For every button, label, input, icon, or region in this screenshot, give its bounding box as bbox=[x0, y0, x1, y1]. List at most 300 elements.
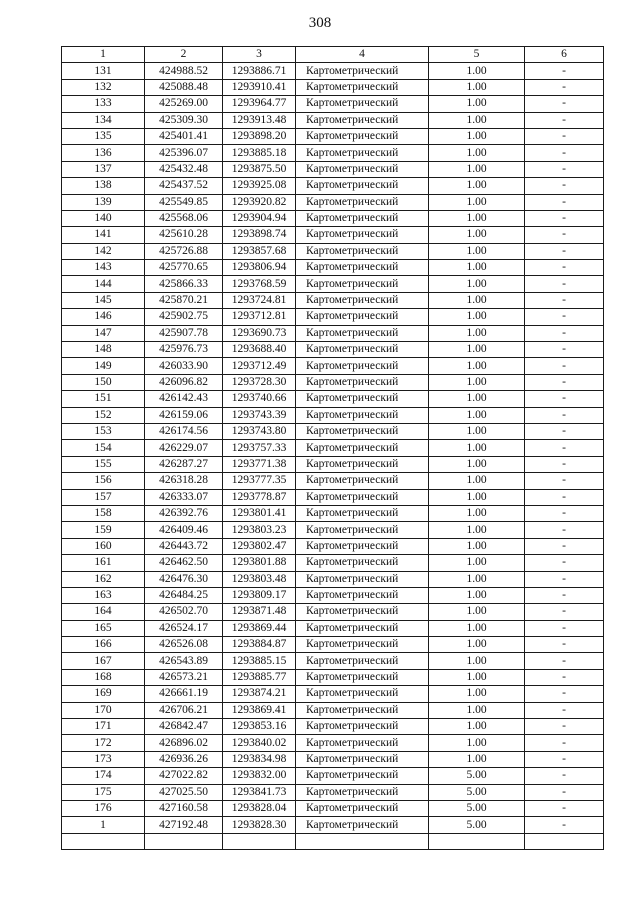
note-cell: - bbox=[525, 620, 604, 636]
y-coordinate-cell bbox=[223, 833, 296, 849]
note-cell: - bbox=[525, 555, 604, 571]
x-coordinate-cell: 426526.08 bbox=[145, 637, 223, 653]
table-row bbox=[62, 210, 604, 226]
point-number-cell: 147 bbox=[62, 325, 145, 341]
accuracy-cell: 1.00 bbox=[429, 702, 525, 718]
table-header-row bbox=[62, 47, 604, 63]
method-cell: Картометрический bbox=[296, 768, 429, 784]
accuracy-cell: 1.00 bbox=[429, 620, 525, 636]
y-coordinate-cell: 1293688.40 bbox=[223, 342, 296, 358]
accuracy-cell: 1.00 bbox=[429, 489, 525, 505]
y-coordinate-cell: 1293910.41 bbox=[223, 79, 296, 95]
method-cell: Картометрический bbox=[296, 440, 429, 456]
y-coordinate-cell: 1293840.02 bbox=[223, 735, 296, 751]
y-coordinate-cell: 1293832.00 bbox=[223, 768, 296, 784]
note-cell: - bbox=[525, 243, 604, 259]
method-cell: Картометрический bbox=[296, 800, 429, 816]
table-row bbox=[62, 817, 604, 833]
y-coordinate-cell: 1293803.48 bbox=[223, 571, 296, 587]
x-coordinate-cell: 426287.27 bbox=[145, 456, 223, 472]
x-coordinate-cell: 424988.52 bbox=[145, 63, 223, 79]
method-cell: Картометрический bbox=[296, 210, 429, 226]
table-row bbox=[62, 374, 604, 390]
accuracy-cell: 1.00 bbox=[429, 260, 525, 276]
y-coordinate-cell: 1293690.73 bbox=[223, 325, 296, 341]
method-cell: Картометрический bbox=[296, 112, 429, 128]
table-row bbox=[62, 522, 604, 538]
note-cell: - bbox=[525, 178, 604, 194]
note-cell: - bbox=[525, 292, 604, 308]
point-number-cell: 160 bbox=[62, 538, 145, 554]
header-cell: 1 bbox=[62, 47, 145, 63]
y-coordinate-cell: 1293869.41 bbox=[223, 702, 296, 718]
table-row bbox=[62, 669, 604, 685]
point-number-cell: 171 bbox=[62, 719, 145, 735]
accuracy-cell: 1.00 bbox=[429, 522, 525, 538]
x-coordinate-cell: 426318.28 bbox=[145, 473, 223, 489]
method-cell: Картометрический bbox=[296, 309, 429, 325]
header-cell: 4 bbox=[296, 47, 429, 63]
table-row bbox=[62, 800, 604, 816]
table-row bbox=[62, 79, 604, 95]
header-cell: 3 bbox=[223, 47, 296, 63]
note-cell: - bbox=[525, 227, 604, 243]
method-cell: Картометрический bbox=[296, 686, 429, 702]
note-cell: - bbox=[525, 407, 604, 423]
table-row bbox=[62, 178, 604, 194]
x-coordinate-cell: 426443.72 bbox=[145, 538, 223, 554]
y-coordinate-cell: 1293904.94 bbox=[223, 210, 296, 226]
accuracy-cell: 1.00 bbox=[429, 374, 525, 390]
table-row bbox=[62, 227, 604, 243]
x-coordinate-cell: 427025.50 bbox=[145, 784, 223, 800]
point-number-cell: 146 bbox=[62, 309, 145, 325]
y-coordinate-cell: 1293806.94 bbox=[223, 260, 296, 276]
method-cell: Картометрический bbox=[296, 325, 429, 341]
accuracy-cell: 1.00 bbox=[429, 538, 525, 554]
note-cell: - bbox=[525, 63, 604, 79]
x-coordinate-cell: 425396.07 bbox=[145, 145, 223, 161]
point-number-cell: 149 bbox=[62, 358, 145, 374]
y-coordinate-cell: 1293913.48 bbox=[223, 112, 296, 128]
x-coordinate-cell: 425902.75 bbox=[145, 309, 223, 325]
table-row bbox=[62, 686, 604, 702]
point-number-cell: 172 bbox=[62, 735, 145, 751]
y-coordinate-cell: 1293834.98 bbox=[223, 751, 296, 767]
accuracy-cell: 1.00 bbox=[429, 686, 525, 702]
point-number-cell: 148 bbox=[62, 342, 145, 358]
method-cell: Картометрический bbox=[296, 538, 429, 554]
x-coordinate-cell: 426502.70 bbox=[145, 604, 223, 620]
y-coordinate-cell: 1293801.41 bbox=[223, 505, 296, 521]
accuracy-cell: 1.00 bbox=[429, 423, 525, 439]
x-coordinate-cell: 427160.58 bbox=[145, 800, 223, 816]
note-cell: - bbox=[525, 571, 604, 587]
y-coordinate-cell: 1293857.68 bbox=[223, 243, 296, 259]
table-row bbox=[62, 292, 604, 308]
point-number-cell: 176 bbox=[62, 800, 145, 816]
method-cell: Картометрический bbox=[296, 669, 429, 685]
accuracy-cell: 1.00 bbox=[429, 604, 525, 620]
point-number-cell: 154 bbox=[62, 440, 145, 456]
method-cell: Картометрический bbox=[296, 145, 429, 161]
y-coordinate-cell: 1293898.74 bbox=[223, 227, 296, 243]
accuracy-cell: 1.00 bbox=[429, 637, 525, 653]
header-cell: 5 bbox=[429, 47, 525, 63]
note-cell: - bbox=[525, 489, 604, 505]
table-row bbox=[62, 407, 604, 423]
accuracy-cell bbox=[429, 833, 525, 849]
note-cell: - bbox=[525, 604, 604, 620]
x-coordinate-cell: 426142.43 bbox=[145, 391, 223, 407]
method-cell: Картометрический bbox=[296, 719, 429, 735]
method-cell: Картометрический bbox=[296, 817, 429, 833]
point-number-cell: 136 bbox=[62, 145, 145, 161]
x-coordinate-cell: 426936.26 bbox=[145, 751, 223, 767]
accuracy-cell: 1.00 bbox=[429, 358, 525, 374]
method-cell: Картометрический bbox=[296, 407, 429, 423]
table-row bbox=[62, 702, 604, 718]
table-row bbox=[62, 719, 604, 735]
y-coordinate-cell: 1293875.50 bbox=[223, 161, 296, 177]
accuracy-cell: 1.00 bbox=[429, 325, 525, 341]
method-cell: Картометрический bbox=[296, 292, 429, 308]
point-number-cell: 163 bbox=[62, 587, 145, 603]
y-coordinate-cell: 1293920.82 bbox=[223, 194, 296, 210]
y-coordinate-cell: 1293809.17 bbox=[223, 587, 296, 603]
accuracy-cell: 1.00 bbox=[429, 145, 525, 161]
table-row bbox=[62, 653, 604, 669]
point-number-cell bbox=[62, 833, 145, 849]
header-cell: 6 bbox=[525, 47, 604, 63]
point-number-cell: 144 bbox=[62, 276, 145, 292]
point-number-cell: 142 bbox=[62, 243, 145, 259]
note-cell: - bbox=[525, 440, 604, 456]
accuracy-cell: 5.00 bbox=[429, 817, 525, 833]
table-row bbox=[62, 833, 604, 849]
table-body bbox=[62, 63, 604, 850]
x-coordinate-cell: 425309.30 bbox=[145, 112, 223, 128]
note-cell bbox=[525, 833, 604, 849]
accuracy-cell: 1.00 bbox=[429, 505, 525, 521]
point-number-cell: 134 bbox=[62, 112, 145, 128]
table-row bbox=[62, 456, 604, 472]
accuracy-cell: 1.00 bbox=[429, 161, 525, 177]
x-coordinate-cell: 426573.21 bbox=[145, 669, 223, 685]
y-coordinate-cell: 1293884.87 bbox=[223, 637, 296, 653]
note-cell: - bbox=[525, 161, 604, 177]
point-number-cell: 151 bbox=[62, 391, 145, 407]
x-coordinate-cell: 426333.07 bbox=[145, 489, 223, 505]
accuracy-cell: 1.00 bbox=[429, 309, 525, 325]
table-row bbox=[62, 440, 604, 456]
x-coordinate-cell: 426896.02 bbox=[145, 735, 223, 751]
table-row bbox=[62, 604, 604, 620]
table-row bbox=[62, 620, 604, 636]
method-cell: Картометрический bbox=[296, 63, 429, 79]
point-number-cell: 166 bbox=[62, 637, 145, 653]
method-cell: Картометрический bbox=[296, 260, 429, 276]
table-row bbox=[62, 571, 604, 587]
table-row bbox=[62, 505, 604, 521]
method-cell: Картометрический bbox=[296, 653, 429, 669]
accuracy-cell: 5.00 bbox=[429, 800, 525, 816]
note-cell: - bbox=[525, 702, 604, 718]
point-number-cell: 164 bbox=[62, 604, 145, 620]
table-row bbox=[62, 112, 604, 128]
accuracy-cell: 1.00 bbox=[429, 342, 525, 358]
method-cell: Картометрический bbox=[296, 489, 429, 505]
note-cell: - bbox=[525, 587, 604, 603]
y-coordinate-cell: 1293853.16 bbox=[223, 719, 296, 735]
point-number-cell: 140 bbox=[62, 210, 145, 226]
x-coordinate-cell: 426706.21 bbox=[145, 702, 223, 718]
x-coordinate-cell: 425907.78 bbox=[145, 325, 223, 341]
method-cell: Картометрический bbox=[296, 784, 429, 800]
method-cell: Картометрический bbox=[296, 735, 429, 751]
table-row bbox=[62, 325, 604, 341]
x-coordinate-cell: 426842.47 bbox=[145, 719, 223, 735]
y-coordinate-cell: 1293724.81 bbox=[223, 292, 296, 308]
table-row bbox=[62, 555, 604, 571]
point-number-cell: 158 bbox=[62, 505, 145, 521]
y-coordinate-cell: 1293743.80 bbox=[223, 423, 296, 439]
y-coordinate-cell: 1293740.66 bbox=[223, 391, 296, 407]
y-coordinate-cell: 1293778.87 bbox=[223, 489, 296, 505]
y-coordinate-cell: 1293828.30 bbox=[223, 817, 296, 833]
note-cell: - bbox=[525, 79, 604, 95]
accuracy-cell: 1.00 bbox=[429, 735, 525, 751]
point-number-cell: 135 bbox=[62, 128, 145, 144]
method-cell: Картометрический bbox=[296, 161, 429, 177]
y-coordinate-cell: 1293871.48 bbox=[223, 604, 296, 620]
table-row bbox=[62, 309, 604, 325]
y-coordinate-cell: 1293757.33 bbox=[223, 440, 296, 456]
point-number-cell: 139 bbox=[62, 194, 145, 210]
y-coordinate-cell: 1293874.21 bbox=[223, 686, 296, 702]
table-row bbox=[62, 489, 604, 505]
x-coordinate-cell: 427022.82 bbox=[145, 768, 223, 784]
accuracy-cell: 1.00 bbox=[429, 128, 525, 144]
note-cell: - bbox=[525, 784, 604, 800]
accuracy-cell: 1.00 bbox=[429, 571, 525, 587]
note-cell: - bbox=[525, 96, 604, 112]
method-cell: Картометрический bbox=[296, 555, 429, 571]
note-cell: - bbox=[525, 210, 604, 226]
point-number-cell: 167 bbox=[62, 653, 145, 669]
x-coordinate-cell: 425088.48 bbox=[145, 79, 223, 95]
note-cell: - bbox=[525, 473, 604, 489]
table-row bbox=[62, 751, 604, 767]
x-coordinate-cell: 425976.73 bbox=[145, 342, 223, 358]
accuracy-cell: 5.00 bbox=[429, 768, 525, 784]
x-coordinate-cell bbox=[145, 833, 223, 849]
method-cell: Картометрический bbox=[296, 751, 429, 767]
method-cell: Картометрический bbox=[296, 637, 429, 653]
table-row bbox=[62, 342, 604, 358]
y-coordinate-cell: 1293712.81 bbox=[223, 309, 296, 325]
y-coordinate-cell: 1293925.08 bbox=[223, 178, 296, 194]
note-cell: - bbox=[525, 768, 604, 784]
x-coordinate-cell: 426033.90 bbox=[145, 358, 223, 374]
accuracy-cell: 1.00 bbox=[429, 555, 525, 571]
table-row bbox=[62, 128, 604, 144]
point-number-cell: 150 bbox=[62, 374, 145, 390]
coordinates-table bbox=[61, 46, 604, 850]
table-row bbox=[62, 587, 604, 603]
point-number-cell: 141 bbox=[62, 227, 145, 243]
table-row bbox=[62, 768, 604, 784]
x-coordinate-cell: 426159.06 bbox=[145, 407, 223, 423]
accuracy-cell: 1.00 bbox=[429, 587, 525, 603]
point-number-cell: 145 bbox=[62, 292, 145, 308]
accuracy-cell: 1.00 bbox=[429, 751, 525, 767]
accuracy-cell: 1.00 bbox=[429, 653, 525, 669]
x-coordinate-cell: 427192.48 bbox=[145, 817, 223, 833]
y-coordinate-cell: 1293885.77 bbox=[223, 669, 296, 685]
note-cell: - bbox=[525, 505, 604, 521]
x-coordinate-cell: 425610.28 bbox=[145, 227, 223, 243]
point-number-cell: 1 bbox=[62, 817, 145, 833]
method-cell: Картометрический bbox=[296, 702, 429, 718]
x-coordinate-cell: 425549.85 bbox=[145, 194, 223, 210]
table-row bbox=[62, 145, 604, 161]
x-coordinate-cell: 425726.88 bbox=[145, 243, 223, 259]
note-cell: - bbox=[525, 128, 604, 144]
note-cell: - bbox=[525, 194, 604, 210]
x-coordinate-cell: 426484.25 bbox=[145, 587, 223, 603]
x-coordinate-cell: 425269.00 bbox=[145, 96, 223, 112]
accuracy-cell: 1.00 bbox=[429, 79, 525, 95]
point-number-cell: 169 bbox=[62, 686, 145, 702]
method-cell: Картометрический bbox=[296, 243, 429, 259]
point-number-cell: 156 bbox=[62, 473, 145, 489]
method-cell: Картометрический bbox=[296, 79, 429, 95]
y-coordinate-cell: 1293886.71 bbox=[223, 63, 296, 79]
point-number-cell: 138 bbox=[62, 178, 145, 194]
y-coordinate-cell: 1293712.49 bbox=[223, 358, 296, 374]
point-number-cell: 165 bbox=[62, 620, 145, 636]
note-cell: - bbox=[525, 391, 604, 407]
point-number-cell: 133 bbox=[62, 96, 145, 112]
page-number: 308 bbox=[308, 15, 332, 31]
x-coordinate-cell: 426229.07 bbox=[145, 440, 223, 456]
point-number-cell: 174 bbox=[62, 768, 145, 784]
method-cell: Картометрический bbox=[296, 604, 429, 620]
accuracy-cell: 1.00 bbox=[429, 63, 525, 79]
accuracy-cell: 1.00 bbox=[429, 243, 525, 259]
y-coordinate-cell: 1293728.30 bbox=[223, 374, 296, 390]
x-coordinate-cell: 426476.30 bbox=[145, 571, 223, 587]
x-coordinate-cell: 425866.33 bbox=[145, 276, 223, 292]
y-coordinate-cell: 1293898.20 bbox=[223, 128, 296, 144]
point-number-cell: 155 bbox=[62, 456, 145, 472]
method-cell: Картометрический bbox=[296, 505, 429, 521]
table-row bbox=[62, 391, 604, 407]
table-row bbox=[62, 194, 604, 210]
accuracy-cell: 1.00 bbox=[429, 276, 525, 292]
point-number-cell: 159 bbox=[62, 522, 145, 538]
note-cell: - bbox=[525, 653, 604, 669]
method-cell: Картометрический bbox=[296, 128, 429, 144]
accuracy-cell: 5.00 bbox=[429, 784, 525, 800]
accuracy-cell: 1.00 bbox=[429, 227, 525, 243]
table-row bbox=[62, 423, 604, 439]
x-coordinate-cell: 426524.17 bbox=[145, 620, 223, 636]
y-coordinate-cell: 1293869.44 bbox=[223, 620, 296, 636]
point-number-cell: 131 bbox=[62, 63, 145, 79]
accuracy-cell: 1.00 bbox=[429, 292, 525, 308]
accuracy-cell: 1.00 bbox=[429, 473, 525, 489]
note-cell: - bbox=[525, 423, 604, 439]
table-row bbox=[62, 473, 604, 489]
x-coordinate-cell: 425870.21 bbox=[145, 292, 223, 308]
y-coordinate-cell: 1293828.04 bbox=[223, 800, 296, 816]
point-number-cell: 137 bbox=[62, 161, 145, 177]
header-cell: 2 bbox=[145, 47, 223, 63]
method-cell: Картометрический bbox=[296, 227, 429, 243]
method-cell: Картометрический bbox=[296, 522, 429, 538]
accuracy-cell: 1.00 bbox=[429, 719, 525, 735]
point-number-cell: 173 bbox=[62, 751, 145, 767]
accuracy-cell: 1.00 bbox=[429, 407, 525, 423]
table-row bbox=[62, 243, 604, 259]
table-row bbox=[62, 96, 604, 112]
point-number-cell: 157 bbox=[62, 489, 145, 505]
method-cell: Картометрический bbox=[296, 456, 429, 472]
note-cell: - bbox=[525, 735, 604, 751]
y-coordinate-cell: 1293964.77 bbox=[223, 96, 296, 112]
note-cell: - bbox=[525, 260, 604, 276]
method-cell: Картометрический bbox=[296, 587, 429, 603]
x-coordinate-cell: 425401.41 bbox=[145, 128, 223, 144]
note-cell: - bbox=[525, 719, 604, 735]
note-cell: - bbox=[525, 686, 604, 702]
x-coordinate-cell: 425770.65 bbox=[145, 260, 223, 276]
x-coordinate-cell: 425568.06 bbox=[145, 210, 223, 226]
y-coordinate-cell: 1293885.15 bbox=[223, 653, 296, 669]
point-number-cell: 143 bbox=[62, 260, 145, 276]
x-coordinate-cell: 426392.76 bbox=[145, 505, 223, 521]
y-coordinate-cell: 1293777.35 bbox=[223, 473, 296, 489]
note-cell: - bbox=[525, 145, 604, 161]
note-cell: - bbox=[525, 325, 604, 341]
method-cell bbox=[296, 833, 429, 849]
note-cell: - bbox=[525, 669, 604, 685]
table-row bbox=[62, 161, 604, 177]
x-coordinate-cell: 426096.82 bbox=[145, 374, 223, 390]
note-cell: - bbox=[525, 637, 604, 653]
note-cell: - bbox=[525, 374, 604, 390]
table-row bbox=[62, 358, 604, 374]
method-cell: Картометрический bbox=[296, 620, 429, 636]
method-cell: Картометрический bbox=[296, 473, 429, 489]
x-coordinate-cell: 426409.46 bbox=[145, 522, 223, 538]
x-coordinate-cell: 426661.19 bbox=[145, 686, 223, 702]
accuracy-cell: 1.00 bbox=[429, 456, 525, 472]
accuracy-cell: 1.00 bbox=[429, 669, 525, 685]
note-cell: - bbox=[525, 112, 604, 128]
point-number-cell: 162 bbox=[62, 571, 145, 587]
point-number-cell: 170 bbox=[62, 702, 145, 718]
accuracy-cell: 1.00 bbox=[429, 194, 525, 210]
point-number-cell: 161 bbox=[62, 555, 145, 571]
accuracy-cell: 1.00 bbox=[429, 391, 525, 407]
method-cell: Картометрический bbox=[296, 276, 429, 292]
point-number-cell: 153 bbox=[62, 423, 145, 439]
accuracy-cell: 1.00 bbox=[429, 178, 525, 194]
table-row bbox=[62, 538, 604, 554]
